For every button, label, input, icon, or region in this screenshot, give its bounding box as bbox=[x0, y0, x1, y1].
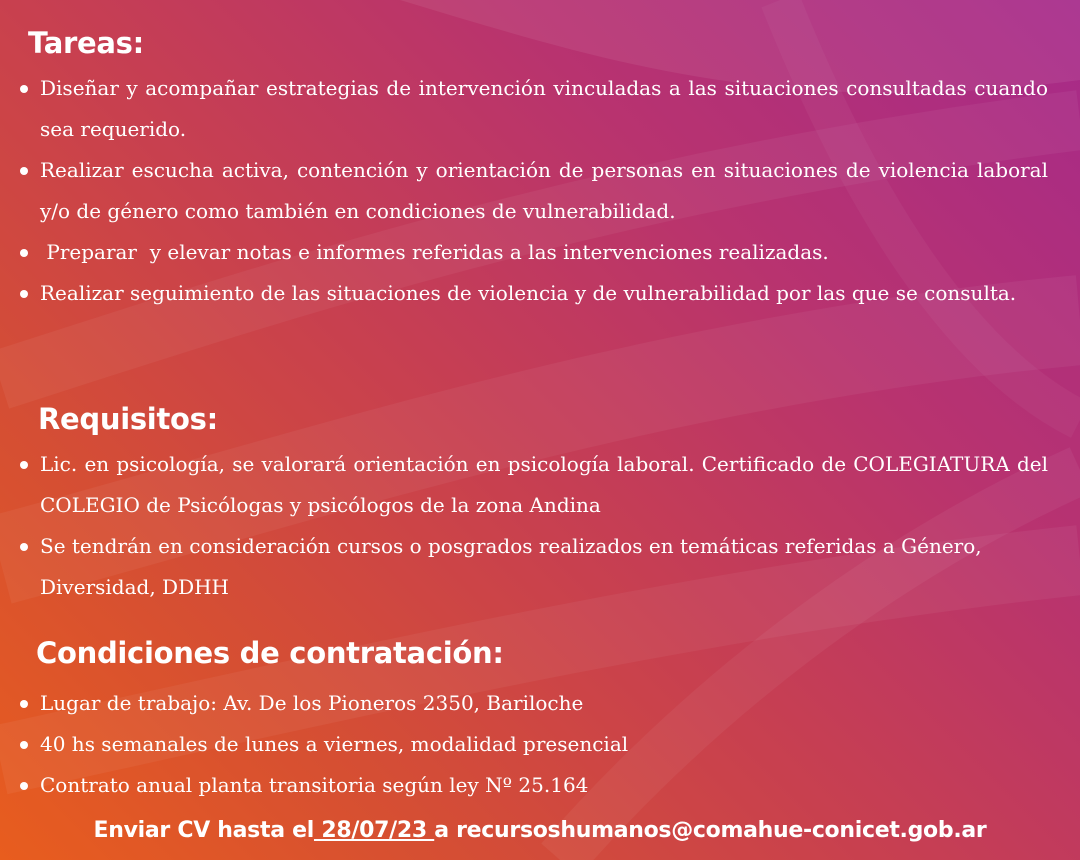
list-item bbox=[18, 273, 1048, 314]
list-item-text: Realizar escucha activa, contención y orientación de personas en situaciones de violencia laboral y/o de género como también en condiciones de vulnerabilidad. bbox=[40, 158, 1048, 223]
list-item bbox=[18, 683, 1048, 724]
bullet-icon bbox=[20, 290, 28, 298]
footer-cta bbox=[0, 818, 1080, 843]
list-item-text: Se tendrán en consideración cursos o posgrados realizados en temáticas referidas a Género, Diversidad, DDHH bbox=[40, 534, 982, 599]
bullet-icon bbox=[20, 85, 28, 93]
list-item bbox=[18, 150, 1048, 232]
list-item bbox=[18, 765, 1048, 806]
requisitos-list bbox=[18, 444, 1048, 608]
list-item-text: Realizar seguimiento de las situaciones de violencia y de vulnerabilidad por las que se consulta. bbox=[40, 281, 1017, 305]
list-item bbox=[18, 724, 1048, 765]
list-item-text: Lic. en psicología, se valorará orientación en psicología laboral. Certificado de COLEGIATURA del COLEGIO de Psicólogas y psicólogos de la zona Andina bbox=[40, 452, 1048, 517]
tareas-heading: Tareas: bbox=[28, 26, 144, 60]
bullet-icon bbox=[20, 461, 28, 469]
footer-prefix: Enviar CV hasta el bbox=[93, 818, 314, 843]
list-item bbox=[18, 526, 1048, 608]
bullet-icon bbox=[20, 167, 28, 175]
condiciones-list bbox=[18, 683, 1048, 806]
list-item bbox=[18, 232, 1048, 273]
bullet-icon bbox=[20, 700, 28, 708]
requisitos-heading: Requisitos: bbox=[38, 402, 218, 436]
bullet-icon bbox=[20, 741, 28, 749]
list-item-text: Contrato anual planta transitoria según ley Nº 25.164 bbox=[40, 773, 589, 797]
bullet-icon bbox=[20, 543, 28, 551]
contact-email[interactable]: a recursoshumanos@comahue-conicet.gob.ar bbox=[434, 818, 987, 843]
deadline-date: 28/07/23 bbox=[313, 818, 435, 843]
list-item-text: Preparar y elevar notas e informes referidas a las intervenciones realizadas. bbox=[40, 240, 829, 264]
list-item-text: Lugar de trabajo: Av. De los Pioneros 2350, Bariloche bbox=[40, 691, 584, 715]
list-item-text: 40 hs semanales de lunes a viernes, modalidad presencial bbox=[40, 732, 629, 756]
list-item bbox=[18, 68, 1048, 150]
list-item-text: Diseñar y acompañar estrategias de intervención vinculadas a las situaciones consultadas cuando sea requerido. bbox=[40, 76, 1048, 141]
list-item bbox=[18, 444, 1048, 526]
tareas-list bbox=[18, 68, 1048, 314]
bullet-icon bbox=[20, 249, 28, 257]
condiciones-heading: Condiciones de contratación: bbox=[36, 636, 504, 670]
bullet-icon bbox=[20, 782, 28, 790]
